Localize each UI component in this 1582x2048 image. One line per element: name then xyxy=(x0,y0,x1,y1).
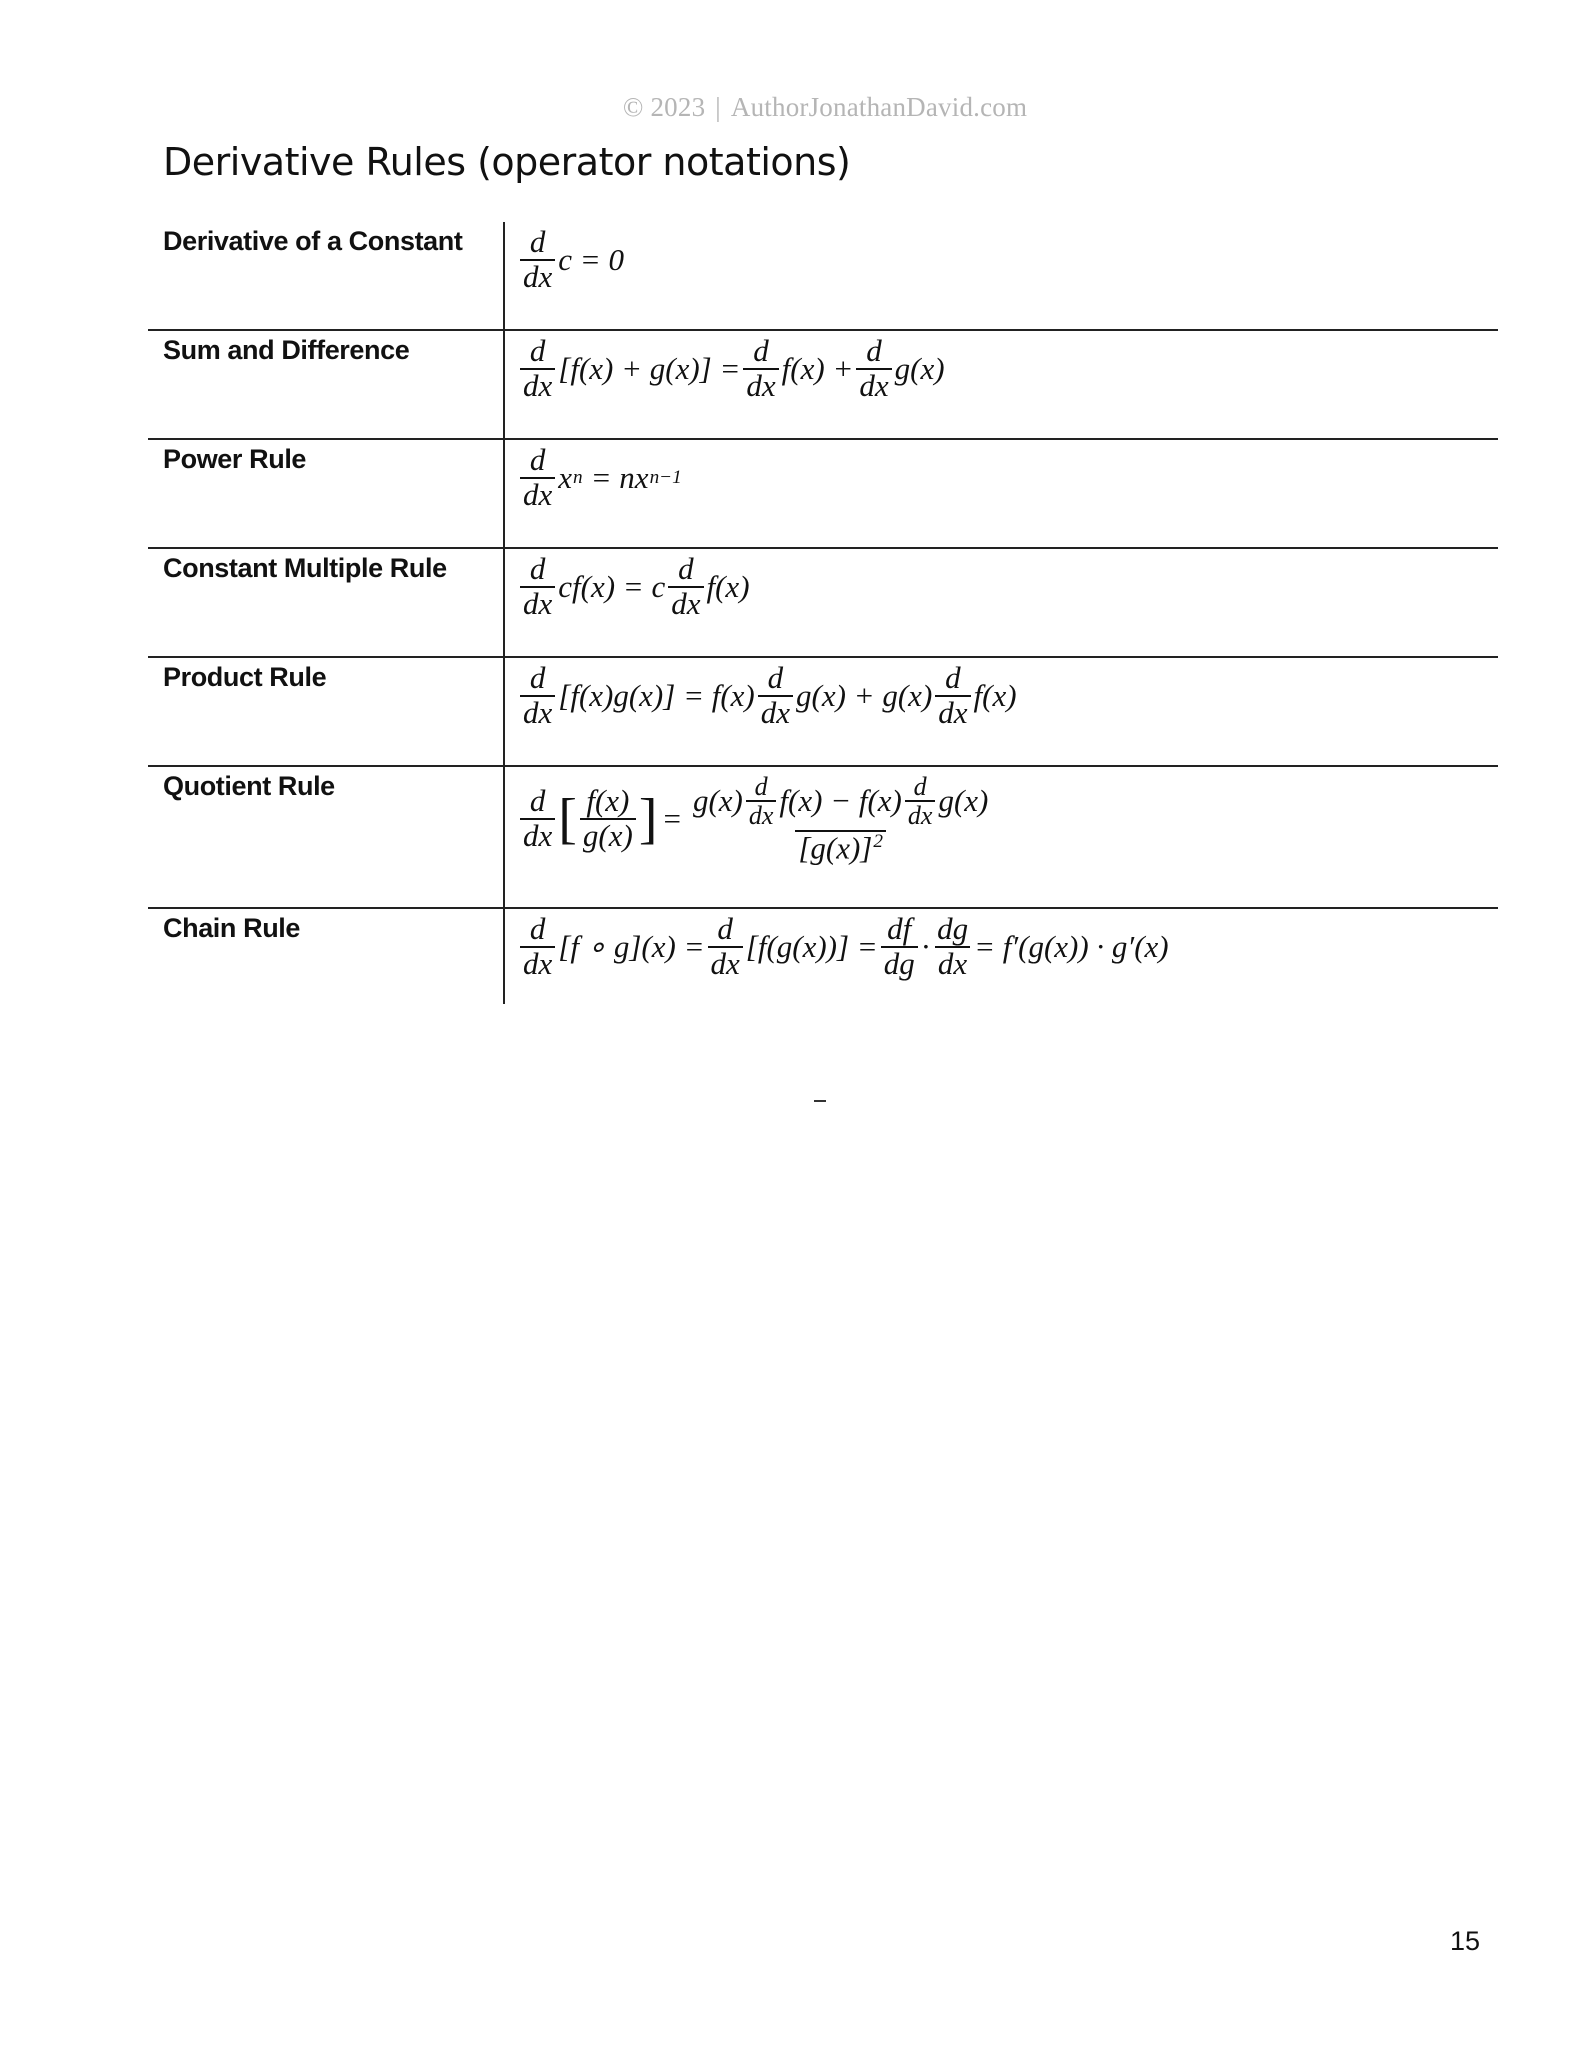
formula-power: $\frac{d}{dx}$ x n = nx n−1 xyxy=(517,444,682,511)
rule-row-power xyxy=(148,438,1498,547)
page-title: Derivative Rules (operator notations) xyxy=(163,140,851,184)
rule-row-product xyxy=(148,656,1498,765)
formula-constant-multiple: $\frac{d}{dx}$ cf(x) = c $\frac{d}{dx}$ f(x) xyxy=(517,553,750,620)
fraction-d-dx: $\frac{d}{dx}$ xyxy=(743,335,778,402)
fraction-d-dx: $\frac{d}{dx}$ xyxy=(935,662,970,729)
copyright-text: © 2023 xyxy=(622,92,706,122)
center-dash xyxy=(814,1100,826,1102)
rule-formula xyxy=(503,767,1498,907)
rule-row-quotient xyxy=(148,765,1498,907)
left-bracket: [ xyxy=(558,787,577,850)
fraction-d-dx: $\frac{d}{dx}$ xyxy=(905,773,936,830)
formula-product: $\frac{d}{dx}$ [f(x)g(x)] = f(x) $\frac{d}{dx}$ g(x) + g(x) $\frac{d}{dx}$ f(x) xyxy=(517,662,1017,729)
rule-formula xyxy=(503,658,1498,765)
rule-name: Sum and Difference xyxy=(163,335,410,365)
rule-name: Product Rule xyxy=(163,662,327,692)
fraction-d-dx: $\frac{d}{dx}$ xyxy=(520,226,555,293)
fraction-dg-dx: $\frac{dg}{dx}$ xyxy=(934,913,971,980)
rule-row-constant-multiple xyxy=(148,547,1498,656)
fraction-d-dx: $\frac{d}{dx}$ xyxy=(520,553,555,620)
fraction-d-dx: $\frac{d}{dx}$ xyxy=(758,662,793,729)
rule-name: Chain Rule xyxy=(163,913,301,943)
rule-row-sum-difference xyxy=(148,329,1498,438)
rules-table xyxy=(148,222,1498,1004)
fraction-d-dx: $\frac{d}{dx}$ xyxy=(520,913,555,980)
fraction-quotient-rule: g(x) $\frac{d}{dx}$ f(x) − f(x) $\frac{d}{dx}$ g(x) $[g(x)]^2$ xyxy=(692,772,989,865)
rule-formula xyxy=(503,222,1498,329)
rule-row-chain xyxy=(148,907,1498,1004)
fraction-d-dx: $\frac{d}{dx}$ xyxy=(520,785,555,852)
rule-formula xyxy=(503,440,1498,547)
fraction-d-dx: $\frac{d}{dx}$ xyxy=(668,553,703,620)
fraction-d-dx: $\frac{d}{dx}$ xyxy=(520,335,555,402)
page-number: 15 xyxy=(1450,1926,1481,1956)
site-name: AuthorJonathanDavid.com xyxy=(730,92,1028,122)
fraction-d-dx: $\frac{d}{dx}$ xyxy=(520,444,555,511)
fraction-d-dx: $\frac{d}{dx}$ xyxy=(746,773,777,830)
rule-name: Quotient Rule xyxy=(163,771,335,801)
rule-name: Constant Multiple Rule xyxy=(163,553,447,583)
rule-formula xyxy=(503,909,1498,1004)
formula-constant: $\frac{d}{dx}$ c = 0 xyxy=(517,226,624,293)
page-header xyxy=(0,92,1582,123)
rule-formula xyxy=(503,331,1498,438)
rule-name: Derivative of a Constant xyxy=(163,226,463,256)
fraction-d-dx: $\frac{d}{dx}$ xyxy=(856,335,891,402)
rule-name: Power Rule xyxy=(163,444,307,474)
formula-chain: $\frac{d}{dx}$ [f ∘ g](x) = $\frac{d}{dx}$ [f(g(x))] = $\frac{df}{dg}$ · $\frac{dg}{dx}$ = f′(g(x)) · g′(x) xyxy=(517,913,1169,980)
right-bracket: ] xyxy=(638,787,658,850)
formula-sum: $\frac{d}{dx}$ [f(x) + g(x)] = $\frac{d}{dx}$ f(x) + $\frac{d}{dx}$ g(x) xyxy=(517,335,945,402)
fraction-d-dx: $\frac{d}{dx}$ xyxy=(520,662,555,729)
fraction-f-over-g: $\frac{f(x)}{g(x)}$ xyxy=(580,785,636,852)
rule-formula xyxy=(503,549,1498,656)
rule-row-constant xyxy=(148,222,1498,329)
fraction-d-dx: $\frac{d}{dx}$ xyxy=(708,913,743,980)
formula-quotient: $\frac{d}{dx}$ [ $\frac{f(x)}{g(x)}$ ] = g(x) $\frac{d}{dx}$ f(x) − f(x) $\frac{d}{dx}$ g(x) $[g(x)]^2$ xyxy=(517,773,994,864)
header-separator: | xyxy=(715,92,721,122)
fraction-df-dg: $\frac{df}{dg}$ xyxy=(881,913,918,980)
